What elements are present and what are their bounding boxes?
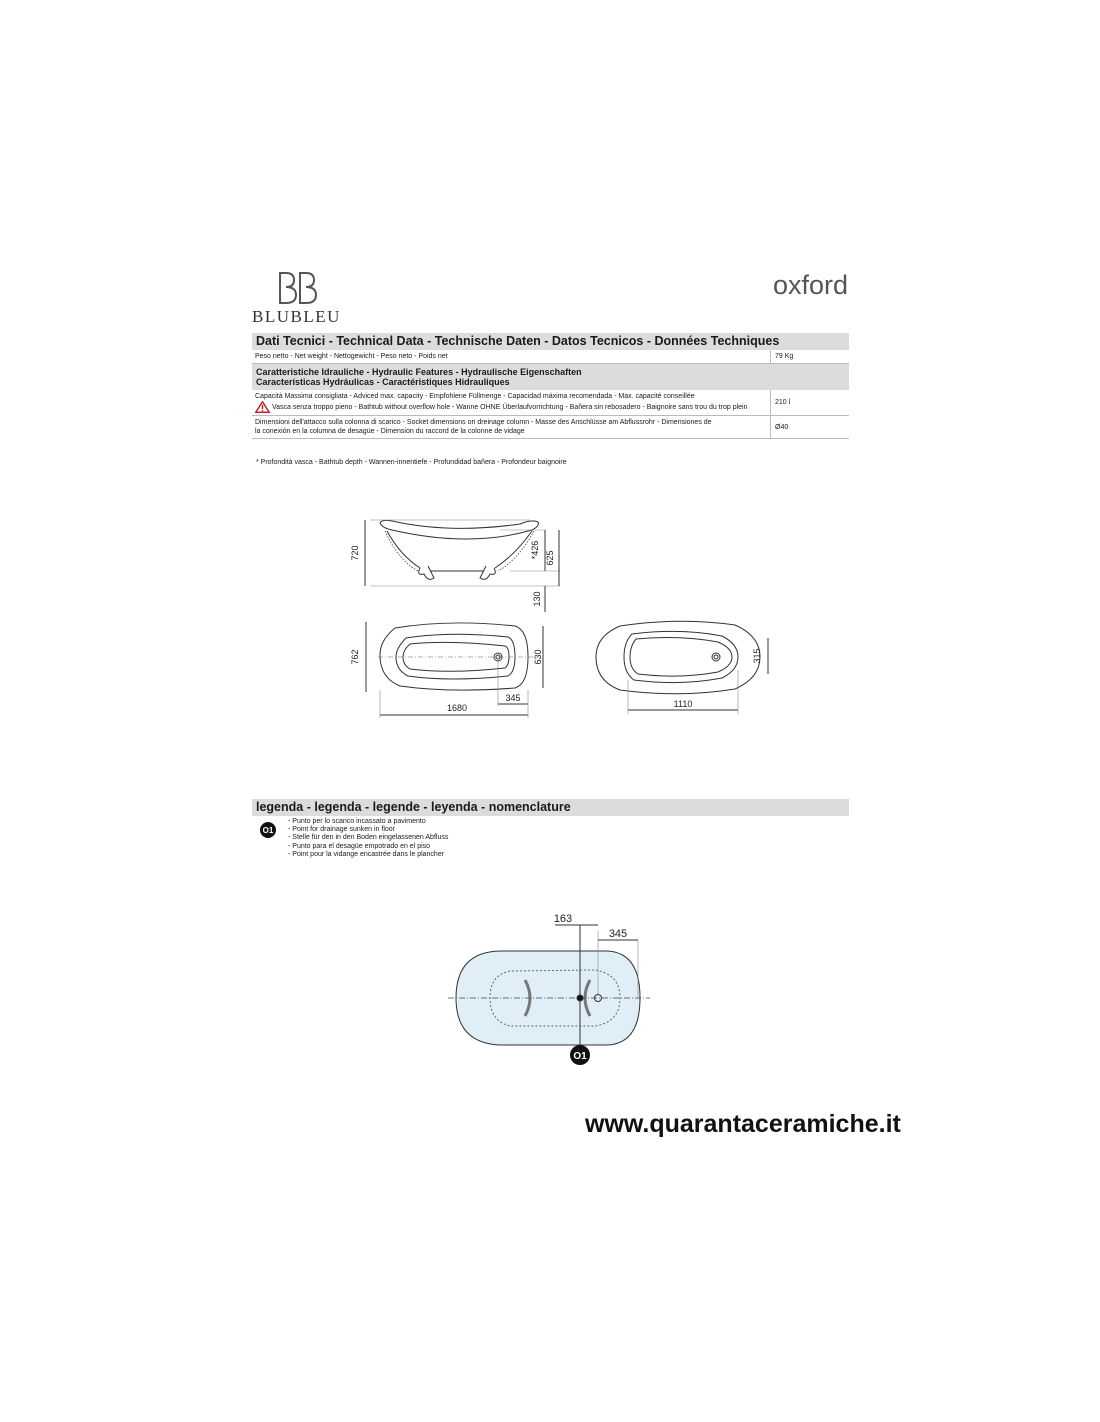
socket-label-line2: la conexión en la columna de desagüe - Dimension du raccord de la colonne de vidage [255,428,525,435]
side-rim-label: 625 [545,550,555,566]
legend-item: - Stelle für den in den Boden eingelassenen Abfluss [288,834,449,842]
legend-badge-label: O1 [262,826,274,835]
legend-item: - Point pour la vidange encastrée dans le plancher [288,850,445,858]
top-length-label: 1680 [446,703,468,713]
website-footer: www.quarantaceramiche.it [585,1110,901,1138]
capacity-label: Capacità Massima consigliata - Adviced max. capacity - Empfohlene Füllmenge - Capacidad máxima recomendada - Max. capacité conseillée [255,393,695,400]
weight-label: Peso netto - Net weight - Nettogewicht - Peso neto - Poids net [252,350,771,363]
technical-data-title: Dati Tecnici - Technical Data - Technische Daten - Datos Tecnicos - Données Techniques [252,333,849,350]
side-depth-label: *426 [530,540,540,560]
floor-plan-drawing [448,925,650,1050]
inner-length-label: 1110 [673,699,693,709]
floor-marker-label: O1 [573,1051,587,1062]
weight-value: 79 Kg [775,353,794,360]
legend-list [288,818,448,859]
hydraulic-header-line1: Caratteristiche Idrauliche - Hydraulic Features - Hydraulische Eigenschaften [256,367,582,377]
floor-drain-marker [570,1045,590,1065]
top-width-label: 762 [350,649,360,665]
socket-label-line1: Dimensioni dell'attacco sulla colonna di scarico - Socket dimensions on dreinage column - Masse des Anschlüsse am Abflussrohr - Dimensiones de [255,419,712,426]
legend-item: - Punto para el desagüe empotrado en el piso [288,842,431,850]
product-name: oxford [772,270,848,300]
floor-offset-label: 163 [553,913,573,925]
socket-value: Ø40 [775,423,789,431]
depth-note: * Profondità vasca - Bathtub depth - Wannen-innentiefe - Profundidad bañera - Profondeur baignoire [256,459,567,466]
top-inner-width-label: 630 [533,649,543,665]
legend-item: - Point for drainage sunken in floor [288,826,396,834]
brand-name: BLUBLEU [252,307,341,326]
side-feet-label: 130 [532,591,542,607]
hydraulic-header-line2: Características Hydráulicas - Caractéristiques Hidrauliques [256,377,510,387]
side-height-label: 720 [350,545,360,561]
floor-drain-offset-label: 345 [608,928,628,940]
drain-badge-icon [259,821,277,839]
capacity-value: 210 l [775,399,791,406]
legend-title: legenda - legenda - legende - leyenda - nomenclature [252,799,849,816]
overflow-warning: Vasca senza troppo pieno - Bathtub without overflow hole - Wanne OHNE Überlaufvorrichtung - Bañera sin rebosadero - Baignoire sans trou du trop plein [272,403,748,411]
inner-width-label: 315 [752,648,762,664]
legend-item: - Punto per lo scarico incassato a pavimento [288,818,426,825]
side-view-drawing [365,520,560,612]
top-drain-offset-label: 345 [505,693,521,703]
